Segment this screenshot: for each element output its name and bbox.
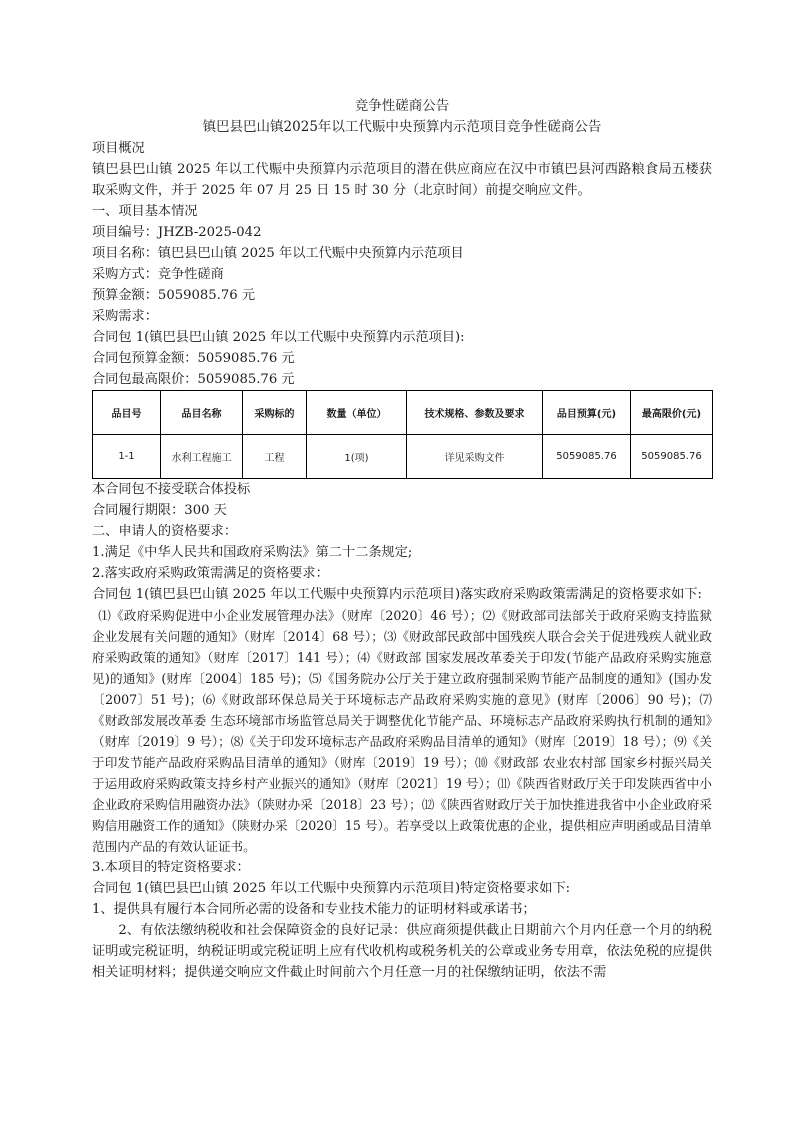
header-item-budget: 品目预算(元) [543, 391, 631, 435]
package-max-price: 合同包最高限价：5059085.76 元 [92, 372, 295, 387]
cell-purchase-target: 工程 [243, 435, 307, 479]
cell-item-budget: 5059085.76 [543, 435, 631, 479]
project-name: 项目名称：镇巴县巴山镇 2025 年以工代赈中央预算内示范项目 [92, 246, 464, 261]
cell-item-no: 1-1 [93, 435, 161, 479]
policy-list: ⑴《政府采购促进中小企业发展管理办法》（财库〔2020〕46 号）；⑵《财政部司法部关于政府采购支持监狱企业发展有关问题的通知》（财库〔2014〕68 号）；⑶《财政部民政部中国残疾人联合会关于促进残疾人就业政府采购政策的通知》（财库〔2017〕141 号）；⑷《财政部 国家发展改革委关于印发(节能产品政府采购实施意见)的通知》(财库〔2004〕185 号)；⑸《国务院办公厅关于建立政府强制采购节能产品制度的通知》(国办发〔2007〕51 号)；⑹《财政部环保总局关于环境标志产品政府采购实施的意见》(财库〔2006〕90 号)；⑺《财政部发展改革委 生态环境部市场监管总局关于调整优化节能产品、环境标志产品政府采购执行机制的通知》（财库〔2019〕9 号）；⑻《关于印发环境标志产品政府采购品目清单的通知》（财库〔2019〕18 号）；⑼《关于印发节能产品政府采购品目清单的通知》（财库〔2019〕19 号）；⑽《财政部 农业农村部 国家乡村振兴局关于运用政府采购政策支持乡村产业振兴的通知》（财库〔2021〕19 号）；⑾《陕西省财政厅关于印发陕西省中小企业政府采购信用融资办法》（陕财办采〔2018〕23 号）；⑿《陕西省财政厅关于加快推进我省中小企业政府采购信用融资工作的通知》（陕财办采〔2020〕15 号）。若享受以上政策优惠的企业，提供相应声明函或品目清单范围内产品的有效认证证书。 [92, 608, 712, 854]
requirement-3: 3.本项目的特定资格要求： [92, 860, 250, 875]
requirement-1: 1.满足《中华人民共和国政府采购法》第二十二条规定; [92, 545, 413, 560]
contract-period: 合同履行期限：300 天 [92, 503, 227, 518]
overview-heading: 项目概况 [92, 141, 145, 156]
header-specs: 技术规格、参数及要求 [407, 391, 543, 435]
requirement-3-item-1: 1、提供具有履行本合同所必需的设备和专业技术能力的证明材料或承诺书； [92, 902, 536, 917]
cell-quantity: 1(项) [307, 435, 407, 479]
cell-specs: 详见采购文件 [407, 435, 543, 479]
package-budget: 合同包预算金额：5059085.76 元 [92, 351, 295, 366]
section-heading-1: 一、项目基本情况 [92, 204, 198, 219]
cell-max-price: 5059085.76 [631, 435, 713, 479]
requirement-2: 2.落实政府采购政策需满足的资格要求： [92, 566, 329, 581]
doc-title: 竞争性磋商公告 [354, 98, 450, 114]
document-page [92, 96, 712, 983]
table-header-row [93, 391, 713, 435]
purchase-demand: 采购需求： [92, 309, 158, 324]
purchase-method: 采购方式：竞争性磋商 [92, 267, 224, 282]
cell-item-name: 水利工程施工 [161, 435, 243, 479]
header-max-price: 最高限价(元) [631, 391, 713, 435]
no-consortium-note: 本合同包不接受联合体投标 [92, 482, 251, 497]
doc-subtitle: 镇巴县巴山镇2025年以工代赈中央预算内示范项目竞争性磋商公告 [202, 119, 602, 135]
table-row [93, 435, 713, 479]
overview-text: 镇巴县巴山镇 2025 年以工代赈中央预算内示范项目的潜在供应商应在汉中市镇巴县河西路粮食局五楼获取采购文件，并于 2025 年 07 月 25 日 15 时 30 分（北京时间）前提交响应文件。 [92, 162, 712, 198]
section-heading-2: 二、申请人的资格要求： [92, 524, 238, 539]
project-number: 项目编号：JHZB-2025-042 [92, 225, 262, 240]
requirement-2-detail: 合同包 1(镇巴县巴山镇 2025 年以工代赈中央预算内示范项目)落实政府采购政策需满足的资格要求如下: [92, 587, 702, 602]
contract-package: 合同包 1(镇巴县巴山镇 2025 年以工代赈中央预算内示范项目): [92, 330, 465, 345]
requirement-3-item-2: 2、有依法缴纳税收和社会保障资金的良好记录：供应商须提供截止日期前六个月内任意一个月的纳税证明或完税证明，纳税证明或完税证明上应有代收机构或税务机关的公章或业务专用章，依法免税的应提供相关证明材料；提供递交响应文件截止时间前六个月任意一月的社保缴纳证明，依法不需 [92, 923, 712, 980]
budget-amount: 预算金额：5059085.76 元 [92, 288, 256, 303]
requirement-3-detail: 合同包 1(镇巴县巴山镇 2025 年以工代赈中央预算内示范项目)特定资格要求如下: [92, 881, 571, 896]
header-item-no: 品目号 [93, 391, 161, 435]
items-table [92, 390, 713, 479]
header-quantity: 数量（单位） [307, 391, 407, 435]
header-purchase-target: 采购标的 [243, 391, 307, 435]
header-item-name: 品目名称 [161, 391, 243, 435]
